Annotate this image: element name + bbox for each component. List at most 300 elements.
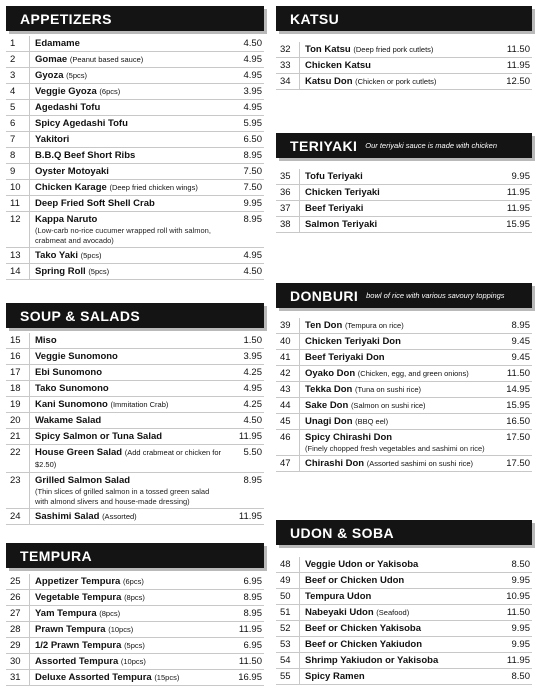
- item-number: 7: [6, 132, 30, 147]
- item-price: 9.95: [511, 171, 530, 182]
- item-body: [300, 201, 492, 216]
- item-body: [300, 42, 492, 57]
- item-body: [30, 36, 224, 51]
- item-description: (5pcs): [88, 267, 110, 276]
- item-number: 27: [6, 606, 30, 621]
- item-name: B.B.Q Beef Short Ribs: [35, 150, 136, 161]
- menu-item: [6, 100, 264, 116]
- item-number: 46: [276, 430, 300, 455]
- section-header: [276, 520, 532, 545]
- item-number: 44: [276, 398, 300, 413]
- item-body: [30, 132, 224, 147]
- item-name: Chicken Karage: [35, 182, 107, 193]
- section-appetizers: [6, 6, 264, 277]
- menu-item: [6, 180, 264, 196]
- menu-item: [276, 201, 532, 217]
- item-description: (10pcs): [108, 625, 134, 634]
- item-price: 9.45: [511, 336, 530, 347]
- item-name: Deluxe Assorted Tempura: [35, 672, 152, 683]
- item-name: Ten Don: [305, 320, 343, 331]
- item-detail: (Finely chopped fresh vegetables and sashimi on rice): [305, 444, 485, 453]
- menu-item: [276, 382, 532, 398]
- item-price: 11.50: [506, 368, 530, 379]
- item-description: (15pcs): [154, 673, 180, 682]
- item-number: 31: [6, 670, 30, 685]
- item-name: Spring Roll: [35, 266, 86, 277]
- item-body: [30, 248, 224, 263]
- item-body: [30, 349, 224, 364]
- menu-item: [6, 473, 264, 509]
- item-price: 4.25: [243, 399, 262, 410]
- section-header: [6, 543, 264, 568]
- item-body: [30, 365, 224, 380]
- item-price: 10.95: [506, 591, 530, 602]
- item-price: 15.95: [506, 400, 530, 411]
- item-number: 40: [276, 334, 300, 349]
- item-body: [300, 621, 492, 636]
- menu-item: [6, 164, 264, 180]
- item-price: 1.50: [243, 335, 262, 346]
- item-detail: (Thin slices of grilled salmon in a tossed green salad with almond slivers and house-made dressing): [35, 487, 210, 506]
- item-number: 34: [276, 74, 300, 89]
- item-price: 7.50: [243, 166, 262, 177]
- item-name: Kappa Naruto: [35, 214, 98, 225]
- item-number: 47: [276, 456, 300, 471]
- item-name: 1/2 Prawn Tempura: [35, 640, 122, 651]
- item-description: (6pcs): [99, 87, 121, 96]
- item-name: Spicy Ramen: [305, 671, 365, 682]
- item-price: 8.95: [243, 608, 262, 619]
- item-number: 35: [276, 169, 300, 184]
- item-price: 8.50: [511, 559, 530, 570]
- item-number: 48: [276, 557, 300, 572]
- item-number: 4: [6, 84, 30, 99]
- item-name: Tofu Teriyaki: [305, 171, 363, 182]
- item-number: 53: [276, 637, 300, 652]
- menu-item: [276, 573, 532, 589]
- item-name: Yakitori: [35, 134, 70, 145]
- item-description: (Deep fried pork cutlets): [353, 45, 434, 54]
- item-list: [6, 36, 264, 280]
- item-description: (Assorted): [102, 512, 137, 521]
- item-price: 4.95: [243, 70, 262, 81]
- item-name: Tempura Udon: [305, 591, 372, 602]
- menu-item: [6, 397, 264, 413]
- item-number: 52: [276, 621, 300, 636]
- menu-item: [6, 670, 264, 686]
- menu-item: [276, 318, 532, 334]
- item-number: 29: [6, 638, 30, 653]
- item-list: [6, 574, 264, 686]
- item-price: 11.50: [506, 44, 530, 55]
- section-note: Our teriyaki sauce is made with chicken: [365, 141, 497, 150]
- section-teriyaki: [276, 133, 532, 230]
- menu-item: [6, 622, 264, 638]
- item-price: 11.95: [506, 655, 530, 666]
- item-price: 8.95: [243, 214, 262, 225]
- menu-item: [6, 264, 264, 280]
- item-body: [300, 58, 492, 73]
- item-number: 33: [276, 58, 300, 73]
- item-description: (Deep fried chicken wings): [109, 183, 198, 192]
- item-body: [300, 589, 492, 604]
- item-number: 38: [276, 217, 300, 232]
- item-body: [300, 334, 492, 349]
- item-price: 9.95: [511, 623, 530, 634]
- item-description: (Seafood): [376, 608, 410, 617]
- item-body: [30, 264, 224, 279]
- menu-item: [276, 430, 532, 456]
- item-name: Spicy Chirashi Don: [305, 432, 393, 443]
- item-name: Chicken Teriyaki: [305, 187, 380, 198]
- menu-item: [6, 349, 264, 365]
- item-number: 50: [276, 589, 300, 604]
- section-header: [6, 303, 264, 328]
- item-body: [30, 670, 224, 685]
- item-number: 1: [6, 36, 30, 51]
- item-description: (Assorted sashimi on sushi rice): [366, 459, 474, 468]
- section-title: DONBURI: [290, 287, 359, 304]
- item-list: [276, 557, 532, 685]
- item-description: (Chicken, egg, and green onions): [357, 369, 469, 378]
- item-number: 22: [6, 445, 30, 472]
- item-body: [30, 509, 224, 524]
- item-name: Beef or Chicken Yakisoba: [305, 623, 421, 634]
- item-price: 11.95: [238, 431, 262, 442]
- item-name: Ton Katsu: [305, 44, 351, 55]
- item-number: 17: [6, 365, 30, 380]
- item-name: Veggie Gyoza: [35, 86, 97, 97]
- item-description: (Peanut based sauce): [69, 55, 144, 64]
- item-body: [30, 638, 224, 653]
- item-price: 4.95: [243, 54, 262, 65]
- item-body: [30, 180, 224, 195]
- item-name: Appetizer Tempura: [35, 576, 121, 587]
- item-number: 5: [6, 100, 30, 115]
- item-price: 11.50: [238, 656, 262, 667]
- item-number: 21: [6, 429, 30, 444]
- item-price: 17.50: [506, 432, 530, 443]
- section-katsu: [276, 6, 532, 87]
- item-name: Spicy Salmon or Tuna Salad: [35, 431, 163, 442]
- item-price: 4.25: [243, 367, 262, 378]
- item-price: 8.95: [243, 592, 262, 603]
- item-body: [30, 196, 224, 211]
- item-number: 51: [276, 605, 300, 620]
- menu-item: [6, 248, 264, 264]
- item-name: Tako Sunomono: [35, 383, 109, 394]
- item-body: [300, 557, 492, 572]
- item-name: Beef Teriyaki Don: [305, 352, 385, 363]
- section-soup-salads: [6, 303, 264, 522]
- item-price: 5.50: [243, 447, 262, 458]
- item-price: 9.95: [511, 639, 530, 650]
- menu-item: [276, 621, 532, 637]
- item-price: 11.95: [506, 60, 530, 71]
- item-body: [300, 398, 492, 413]
- item-body: [30, 445, 224, 472]
- item-name: Ebi Sunomono: [35, 367, 103, 378]
- menu-item: [276, 217, 532, 233]
- item-number: 25: [6, 574, 30, 589]
- menu-item: [6, 365, 264, 381]
- section-title: UDON & SOBA: [290, 524, 394, 541]
- item-number: 15: [6, 333, 30, 348]
- item-price: 11.50: [506, 607, 530, 618]
- item-price: 14.95: [506, 384, 530, 395]
- item-name: Chicken Teriyaki Don: [305, 336, 401, 347]
- item-number: 2: [6, 52, 30, 67]
- item-number: 19: [6, 397, 30, 412]
- item-price: 9.95: [511, 575, 530, 586]
- item-price: 17.50: [506, 458, 530, 469]
- item-price: 4.50: [243, 415, 262, 426]
- menu-item: [6, 590, 264, 606]
- item-body: [300, 366, 492, 381]
- item-name: Chicken Katsu: [305, 60, 371, 71]
- section-title: APPETIZERS: [20, 10, 112, 27]
- item-body: [30, 164, 224, 179]
- item-body: [300, 637, 492, 652]
- item-body: [300, 669, 492, 684]
- item-number: 49: [276, 573, 300, 588]
- menu-item: [276, 589, 532, 605]
- item-number: 10: [6, 180, 30, 195]
- item-name: Miso: [35, 335, 57, 346]
- item-number: 37: [276, 201, 300, 216]
- item-price: 9.95: [243, 198, 262, 209]
- section-tempura: [6, 543, 264, 683]
- item-body: [30, 381, 224, 396]
- item-body: [30, 397, 224, 412]
- menu-item: [276, 557, 532, 573]
- item-body: [30, 84, 224, 99]
- item-name: House Green Salad: [35, 447, 123, 458]
- item-name: Wakame Salad: [35, 415, 102, 426]
- item-price: 5.95: [243, 118, 262, 129]
- item-description: (Tempura on rice): [344, 321, 404, 330]
- item-number: 32: [276, 42, 300, 57]
- item-name: Yam Tempura: [35, 608, 97, 619]
- item-number: 11: [6, 196, 30, 211]
- menu-item: [276, 74, 532, 90]
- item-number: 9: [6, 164, 30, 179]
- section-title: TERIYAKI: [290, 137, 358, 154]
- item-number: 41: [276, 350, 300, 365]
- item-description: (Salmon on sushi rice): [350, 401, 426, 410]
- section-donburi: [276, 283, 532, 469]
- item-number: 20: [6, 413, 30, 428]
- item-list: [276, 42, 532, 90]
- menu-item: [276, 42, 532, 58]
- item-body: [30, 622, 224, 637]
- item-name: Shrimp Yakiudon or Yakisoba: [305, 655, 439, 666]
- item-body: [300, 382, 492, 397]
- item-body: [300, 217, 492, 232]
- item-price: 4.95: [243, 102, 262, 113]
- item-price: 8.95: [511, 320, 530, 331]
- menu-item: [6, 52, 264, 68]
- item-description: (5pcs): [80, 251, 102, 260]
- item-name: Tako Yaki: [35, 250, 78, 261]
- item-number: 12: [6, 212, 30, 247]
- menu-item: [6, 196, 264, 212]
- item-body: [30, 654, 224, 669]
- section-header: [6, 6, 264, 31]
- menu-item: [276, 653, 532, 669]
- item-body: [300, 573, 492, 588]
- section-title: KATSU: [290, 10, 340, 27]
- item-number: 8: [6, 148, 30, 163]
- item-description: (6pcs): [122, 577, 144, 586]
- item-body: [300, 74, 492, 89]
- menu-item: [6, 574, 264, 590]
- menu-item: [6, 148, 264, 164]
- item-name: Assorted Tempura: [35, 656, 119, 667]
- item-body: [30, 52, 224, 67]
- item-body: [300, 318, 492, 333]
- item-description: (5pcs): [66, 71, 87, 80]
- item-price: 16.50: [506, 416, 530, 427]
- item-number: 45: [276, 414, 300, 429]
- item-number: 30: [6, 654, 30, 669]
- item-description: (10pcs): [120, 657, 146, 666]
- item-description: (5pcs): [124, 641, 145, 650]
- item-name: Agedashi Tofu: [35, 102, 101, 113]
- item-price: 8.50: [511, 671, 530, 682]
- item-price: 11.95: [506, 203, 530, 214]
- item-number: 18: [6, 381, 30, 396]
- menu-item: [6, 116, 264, 132]
- menu-item: [276, 605, 532, 621]
- item-body: [300, 169, 492, 184]
- item-name: Beef or Chicken Yakiudon: [305, 639, 423, 650]
- menu-item: [276, 58, 532, 74]
- item-body: [300, 185, 492, 200]
- item-name: Chirashi Don: [305, 458, 365, 469]
- item-price: 8.95: [243, 150, 262, 161]
- item-price: 3.95: [243, 351, 262, 362]
- item-price: 11.95: [238, 511, 262, 522]
- section-title: SOUP & SALADS: [20, 307, 141, 324]
- item-body: [30, 100, 224, 115]
- menu-item: [276, 456, 532, 472]
- menu-item: [6, 413, 264, 429]
- item-price: 8.95: [243, 475, 262, 486]
- item-list: [6, 333, 264, 525]
- menu-item: [6, 606, 264, 622]
- item-name: Kani Sunomono: [35, 399, 108, 410]
- menu-item: [6, 381, 264, 397]
- item-number: 16: [6, 349, 30, 364]
- item-name: Oyster Motoyaki: [35, 166, 109, 177]
- item-price: 3.95: [243, 86, 262, 97]
- item-price: 4.95: [243, 383, 262, 394]
- menu-item: [6, 429, 264, 445]
- menu-item: [276, 169, 532, 185]
- menu-item: [6, 654, 264, 670]
- item-detail: (Low-carb no-rice cucumer wrapped roll with salmon, crabmeat and avocado): [35, 226, 211, 245]
- item-body: [300, 456, 492, 471]
- item-name: Spicy Agedashi Tofu: [35, 118, 128, 129]
- item-name: Oyako Don: [305, 368, 356, 379]
- item-number: 43: [276, 382, 300, 397]
- item-number: 23: [6, 473, 30, 508]
- item-number: 42: [276, 366, 300, 381]
- item-description: (Immitation Crab): [110, 400, 169, 409]
- item-body: [30, 590, 224, 605]
- item-number: 6: [6, 116, 30, 131]
- menu-item: [6, 132, 264, 148]
- item-description: (Add crabmeat or chicken for $2.50): [35, 448, 222, 469]
- item-price: 6.50: [243, 134, 262, 145]
- item-number: 26: [6, 590, 30, 605]
- item-name: Salmon Teriyaki: [305, 219, 378, 230]
- item-price: 9.45: [511, 352, 530, 363]
- section-title: TEMPURA: [20, 547, 93, 564]
- item-body: [30, 68, 224, 83]
- item-description: (Tuna on sushi rice): [354, 385, 421, 394]
- item-name: Prawn Tempura: [35, 624, 106, 635]
- section-header: [276, 283, 532, 308]
- menu-item: [276, 334, 532, 350]
- section-header: [276, 133, 532, 158]
- item-number: 36: [276, 185, 300, 200]
- section-udon-soba: [276, 520, 532, 682]
- item-price: 15.95: [506, 219, 530, 230]
- menu-item: [6, 333, 264, 349]
- item-number: 39: [276, 318, 300, 333]
- item-name: Gomae: [35, 54, 68, 65]
- item-body: [300, 605, 492, 620]
- item-number: 28: [6, 622, 30, 637]
- item-price: 7.50: [243, 182, 262, 193]
- item-body: [30, 212, 224, 247]
- item-body: [300, 430, 492, 455]
- item-body: [300, 414, 492, 429]
- section-header: [276, 6, 532, 31]
- menu-item: [6, 638, 264, 654]
- menu-item: [276, 185, 532, 201]
- item-name: Veggie Sunomono: [35, 351, 118, 362]
- item-body: [300, 653, 492, 668]
- item-number: 55: [276, 669, 300, 684]
- menu-item: [276, 398, 532, 414]
- item-description: (BBQ eel): [355, 417, 389, 426]
- item-name: Tekka Don: [305, 384, 353, 395]
- menu-item: [276, 350, 532, 366]
- item-price: 16.95: [238, 672, 262, 683]
- item-name: Vegetable Tempura: [35, 592, 122, 603]
- item-body: [300, 350, 492, 365]
- item-name: Deep Fried Soft Shell Crab: [35, 198, 155, 209]
- item-number: 3: [6, 68, 30, 83]
- item-name: Nabeyaki Udon: [305, 607, 374, 618]
- menu-item: [276, 414, 532, 430]
- item-name: Beef Teriyaki: [305, 203, 364, 214]
- item-name: Edamame: [35, 38, 80, 49]
- item-description: (Chicken or pork cutlets): [355, 77, 437, 86]
- item-description: (8pcs): [124, 593, 145, 602]
- item-name: Unagi Don: [305, 416, 353, 427]
- item-number: 24: [6, 509, 30, 524]
- item-body: [30, 473, 224, 508]
- item-name: Beef or Chicken Udon: [305, 575, 405, 586]
- item-price: 4.95: [243, 250, 262, 261]
- item-number: 54: [276, 653, 300, 668]
- item-name: Gyoza: [35, 70, 64, 81]
- menu-item: [6, 68, 264, 84]
